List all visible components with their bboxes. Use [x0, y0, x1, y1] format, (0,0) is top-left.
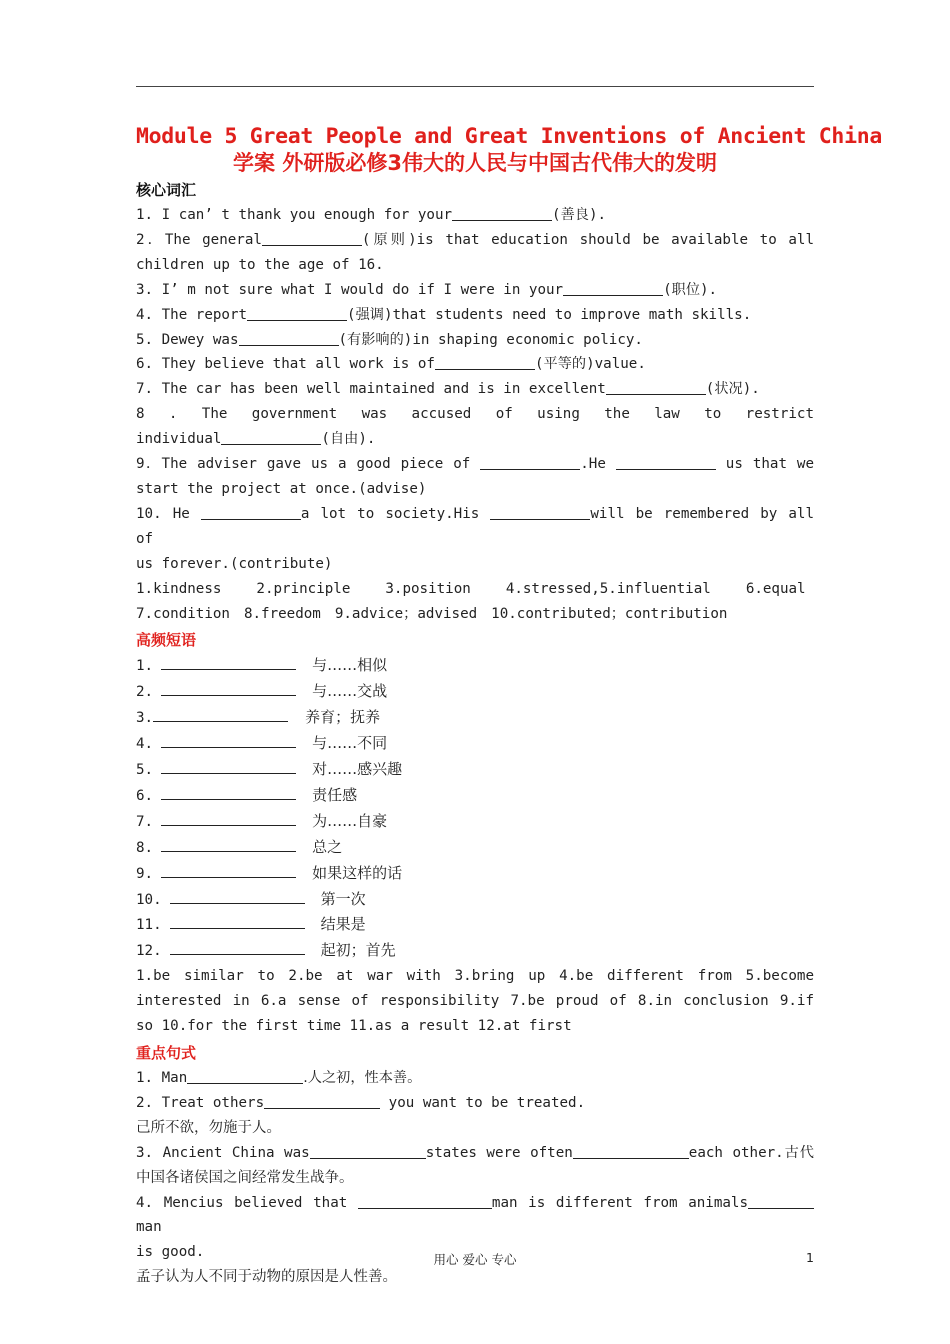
phrase-item: 9. 如果这样的话	[136, 863, 403, 882]
section-heading-vocab: 核心词汇	[136, 181, 197, 199]
phrase-item: 12. 起初；首先	[136, 941, 396, 960]
phrase-answers-line3: so 10.for the first time 11.as a result 12.at first	[136, 1018, 572, 1035]
answer: 10.contributed；contribution	[491, 605, 728, 622]
page-number: 1	[806, 1250, 814, 1265]
phrase-item: 7. 为……自豪	[136, 811, 388, 830]
answer: 7.condition	[136, 605, 230, 622]
vocab-q7: 7. The car has been well maintained and is in excellent (状况).	[136, 381, 760, 398]
answer: 4.stressed,5.influential	[505, 580, 711, 597]
answer: 8.freedom	[243, 605, 321, 622]
phrase-item: 2. 与……交战	[136, 682, 388, 701]
phrase-item: 3. 养育；抚养	[136, 708, 381, 727]
vocab-q4: 4. The report (强调)that students need to improve math skills.	[136, 306, 752, 323]
vocab-q1: 1. I can’ t thank you enough for your (善良).	[136, 207, 607, 223]
page-subtitle: 学案 外研版必修3伟大的人民与中国古代伟大的发明	[233, 151, 717, 175]
phrase-item: 11. 结果是	[136, 915, 366, 934]
answer: 3.position	[385, 580, 471, 597]
vocab-q6: 6. They believe that all work is of (平等的)value.	[136, 356, 646, 373]
phrase-item: 6. 责任感	[136, 785, 358, 804]
vocab-q5: 5. Dewey was (有影响的)in shaping economic policy.	[136, 331, 643, 348]
phrase-answers-line2: interested in 6.a sense of responsibility 7.be proud of 8.in conclusion 9.if	[136, 993, 814, 1010]
answer: 6.equal	[745, 580, 806, 597]
vocab-q10-cont: us forever.(contribute)	[136, 555, 333, 572]
sentence-3-cn: 中国各诸侯国之间经常发生战争。	[136, 1169, 354, 1186]
section-heading-sentences: 重点句式	[136, 1044, 197, 1062]
vocab-q10: 10. He a lot to society.His will be remembered by all of	[136, 505, 815, 547]
phrase-item: 8. 总之	[136, 837, 343, 856]
phrase-item: 5. 对……感兴趣	[136, 760, 403, 779]
sentence-2-cn: 己所不欲，勿施于人。	[136, 1119, 281, 1136]
vocab-q8: 8 . The government was accused of using the law to restrict	[136, 406, 814, 423]
vocab-q9: 9．The adviser gave us a good piece of .He us that we	[136, 456, 815, 473]
answer: 9.advice；advised	[334, 605, 478, 622]
page-title: Module 5 Great People and Great Inventions of Ancient China	[136, 124, 883, 149]
answer: 1.kindness	[136, 580, 222, 597]
phrase-item: 4. 与……不同	[136, 734, 388, 753]
vocab-q3: 3. I’ m not sure what I would do if I were in your (职位).	[136, 281, 718, 298]
phrase-answers-line1: 1.be similar to 2.be at war with 3.bring up 4.be different from 5.become	[136, 968, 814, 985]
section-heading-phrases: 高频短语	[136, 631, 197, 650]
vocab-answers-row1	[136, 577, 814, 602]
vocab-q2: 2．The general (原则)is that education should be available to all	[136, 231, 814, 248]
header-rule	[136, 86, 814, 87]
sentence-1: 1. Man .人之初，性本善。	[136, 1070, 422, 1086]
document-body	[136, 124, 883, 1290]
sentence-4-cn: 孟子认为人不同于动物的原因是人性善。	[136, 1269, 397, 1286]
sentence-4: 4. Mencius believed that man is different from animalsman	[136, 1191, 814, 1241]
vocab-q9-cont: start the project at once.(advise)	[136, 480, 427, 497]
vocab-q8-cont: individual (自由).	[136, 431, 376, 448]
vocab-q2-cont: children up to the age of 16.	[136, 256, 384, 273]
sentence-2: 2. Treat others you want to be treated.	[136, 1094, 586, 1111]
page-footer: 用心 爱心 专心	[433, 1252, 517, 1267]
answer: 2.principle	[256, 580, 351, 597]
vocab-answers-row2	[136, 602, 814, 627]
sentence-3: 3. Ancient China was states were often each other.古代	[136, 1144, 814, 1161]
phrase-item: 10. 第一次	[136, 889, 366, 908]
sentence-4-cont: is good.	[136, 1244, 205, 1261]
phrase-item: 1. 与……相似	[136, 656, 388, 675]
